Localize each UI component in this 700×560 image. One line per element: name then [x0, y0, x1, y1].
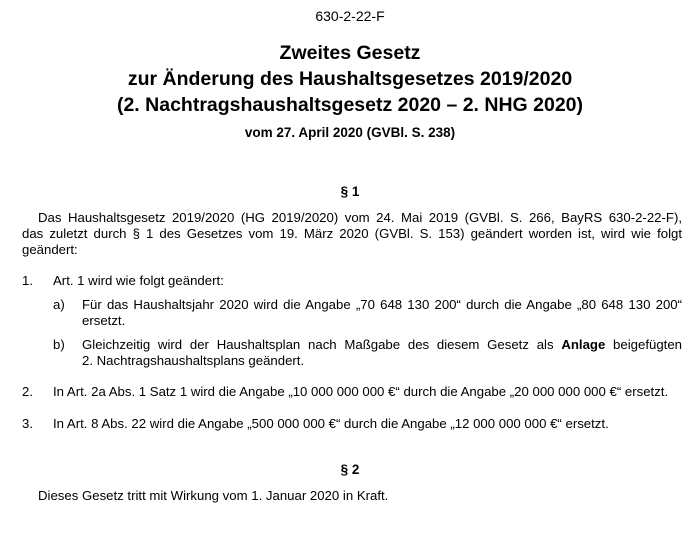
item-1b-line-1	[82, 337, 682, 353]
section-2-heading: § 2	[340, 462, 360, 477]
document-code: 630-2-22-F	[315, 8, 385, 24]
section-1-intro	[22, 210, 682, 258]
item-1a-text	[82, 297, 682, 329]
item-1-number: 1.	[22, 273, 33, 288]
item-1b-line-1-post: beigefügten	[605, 337, 682, 352]
intro-line-2: das zuletzt durch § 1 des Gesetzes vom 19. März 2020 (GVBl. S. 153) geändert worden ist, wird wie folgt	[22, 226, 682, 241]
item-3-text	[53, 416, 682, 432]
item-2-text	[53, 384, 682, 400]
item-2-number: 2.	[22, 384, 33, 399]
section-1-heading: § 1	[340, 184, 360, 199]
anlage-bold: Anlage	[561, 337, 606, 352]
item-1b-label: b)	[53, 337, 65, 352]
item-1a-line-1: Für das Haushaltsjahr 2020 wird die Angabe „70 648 130 200“ durch die Angabe „80 648 130 200“	[82, 297, 682, 312]
date-line: vom 27. April 2020 (GVBl. S. 238)	[244, 125, 456, 140]
title-line-1: Zweites Gesetz	[279, 42, 421, 64]
item-1b-text	[82, 337, 682, 369]
item-1b-line-2: 2. Nachtragshaushaltsplans geändert.	[82, 353, 305, 368]
item-3-number: 3.	[22, 416, 33, 431]
item-1a-label: a)	[53, 297, 65, 312]
item-1a-line-2: ersetzt.	[82, 313, 126, 328]
item-2-line: In Art. 2a Abs. 1 Satz 1 wird die Angabe „10 000 000 000 €“ durch die Angabe „20 000 000 000 €“ ersetzt.	[53, 384, 669, 399]
section-2-text	[38, 488, 678, 504]
intro-line-3: geändert:	[22, 242, 78, 257]
title-line-2: zur Änderung des Haushaltsgesetzes 2019/2020	[127, 68, 573, 90]
title-line-3: (2. Nachtragshaushaltsgesetz 2020 – 2. NHG 2020)	[116, 94, 584, 116]
section-2-line: Dieses Gesetz tritt mit Wirkung vom 1. Januar 2020 in Kraft.	[38, 488, 389, 503]
document-title	[0, 40, 700, 118]
intro-line-1: Das Haushaltsgesetz 2019/2020 (HG 2019/2020) vom 24. Mai 2019 (GVBl. S. 266, BayRS 630-2-22-F),	[38, 210, 682, 225]
item-3-line: In Art. 8 Abs. 22 wird die Angabe „500 000 000 €“ durch die Angabe „12 000 000 000 €“ ersetzt.	[53, 416, 609, 431]
item-1-text: Art. 1 wird wie folgt geändert:	[53, 273, 224, 288]
item-1b-line-1-pre: Gleichzeitig wird der Haushaltsplan nach Maßgabe des diesem Gesetz als	[82, 337, 562, 352]
